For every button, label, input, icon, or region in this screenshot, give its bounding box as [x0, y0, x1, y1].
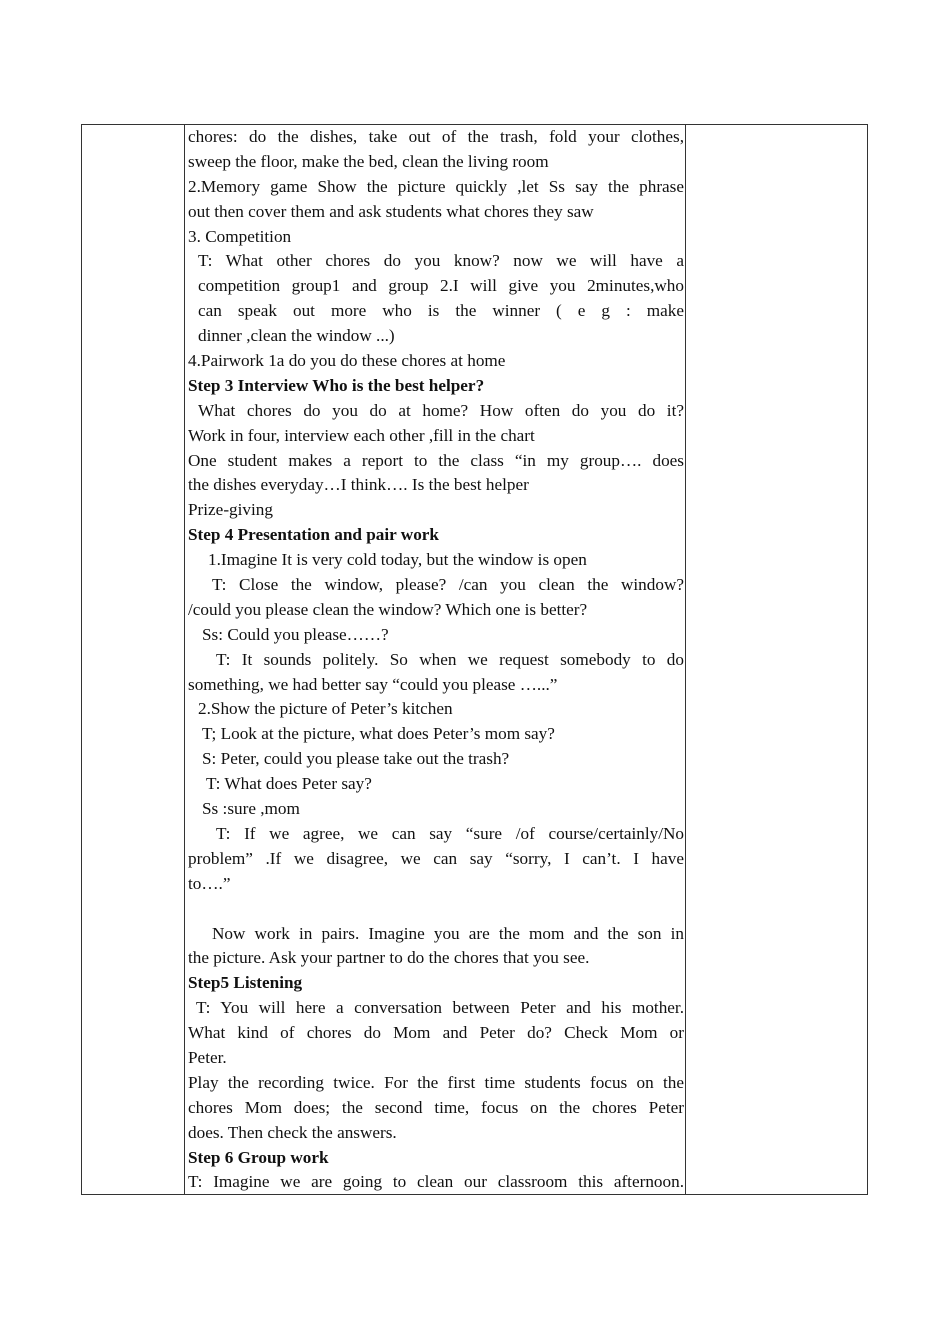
text-line: /could you please clean the window? Which one is better? — [188, 599, 588, 619]
text-line: Peter. — [188, 1047, 227, 1067]
text-line: Work in four, interview each other ,fill in the chart — [188, 425, 535, 445]
text-line: to….” — [188, 873, 231, 893]
text-line: T: If we agree, we can say “sure /of course/certainly/No — [216, 823, 684, 843]
text-line: 3. Competition — [188, 226, 292, 246]
text-line: What chores do you do at home? How often do you do it? — [198, 400, 684, 420]
text-line: the picture. Ask your partner to do the chores that you see. — [188, 948, 590, 968]
lesson-plan-table — [81, 124, 868, 1195]
text-line: 2.Show the picture of Peter’s kitchen — [198, 699, 453, 719]
text-line: Play the recording twice. For the first time students focus on the — [188, 1072, 684, 1092]
text-line: the dishes everyday…I think…. Is the best helper — [188, 475, 529, 495]
text-line: Prize-giving — [188, 500, 273, 520]
text-line: S: Peter, could you please take out the trash? — [202, 749, 510, 769]
text-line: can speak out more who is the winner ( e g : make — [198, 301, 684, 321]
text-line: dinner ,clean the window ...) — [198, 326, 395, 346]
right-column-cell — [685, 125, 867, 1194]
text-line: T: It sounds politely. So when we request somebody to do — [216, 649, 684, 669]
teaching-procedure-cell — [188, 125, 684, 1194]
text-line: does. Then check the answers. — [188, 1122, 397, 1142]
text-line: something, we had better say “could you please …...” — [188, 674, 558, 694]
step-heading: Step 4 Presentation and pair work — [188, 525, 439, 545]
blank-line — [188, 897, 684, 922]
text-line: T: You will here a conversation between Peter and his mother. — [196, 998, 684, 1018]
text-line: chores Mom does; the second time, focus on the chores Peter — [188, 1097, 684, 1117]
step-heading: Step 6 Group work — [188, 1147, 329, 1167]
left-column-cell — [82, 125, 185, 1194]
step-heading: Step 3 Interview Who is the best helper? — [188, 375, 485, 395]
text-line: competition group1 and group 2.I will give you 2minutes,who — [198, 276, 684, 296]
text-line: sweep the floor, make the bed, clean the living room — [188, 151, 549, 171]
text-line: T: Close the window, please? /can you clean the window? — [212, 575, 684, 595]
text-line: T: What other chores do you know? now we will have a — [198, 251, 684, 271]
text-line: T; Look at the picture, what does Peter’s mom say? — [202, 724, 555, 744]
text-line: chores: do the dishes, take out of the trash, fold your clothes, — [188, 127, 684, 146]
text-line: One student makes a report to the class “in my group…. does — [188, 450, 684, 470]
text-line: What kind of chores do Mom and Peter do? Check Mom or — [188, 1023, 684, 1043]
text-line: T: Imagine we are going to clean our classroom this afternoon. — [188, 1172, 684, 1192]
text-line: 4.Pairwork 1a do you do these chores at home — [188, 351, 506, 371]
text-line: Now work in pairs. Imagine you are the mom and the son in — [212, 923, 684, 943]
text-line: out then cover them and ask students what chores they saw — [188, 201, 594, 221]
step-heading: Step5 Listening — [188, 973, 303, 993]
text-line: Ss :sure ,mom — [202, 799, 300, 819]
text-line: 1.Imagine It is very cold today, but the window is open — [208, 550, 587, 570]
text-line: Ss: Could you please……? — [202, 624, 389, 644]
text-line: 2.Memory game Show the picture quickly ,let Ss say the phrase — [188, 176, 684, 196]
text-line: T: What does Peter say? — [206, 774, 372, 794]
text-line: problem” .If we disagree, we can say “sorry, I can’t. I have — [188, 848, 684, 868]
